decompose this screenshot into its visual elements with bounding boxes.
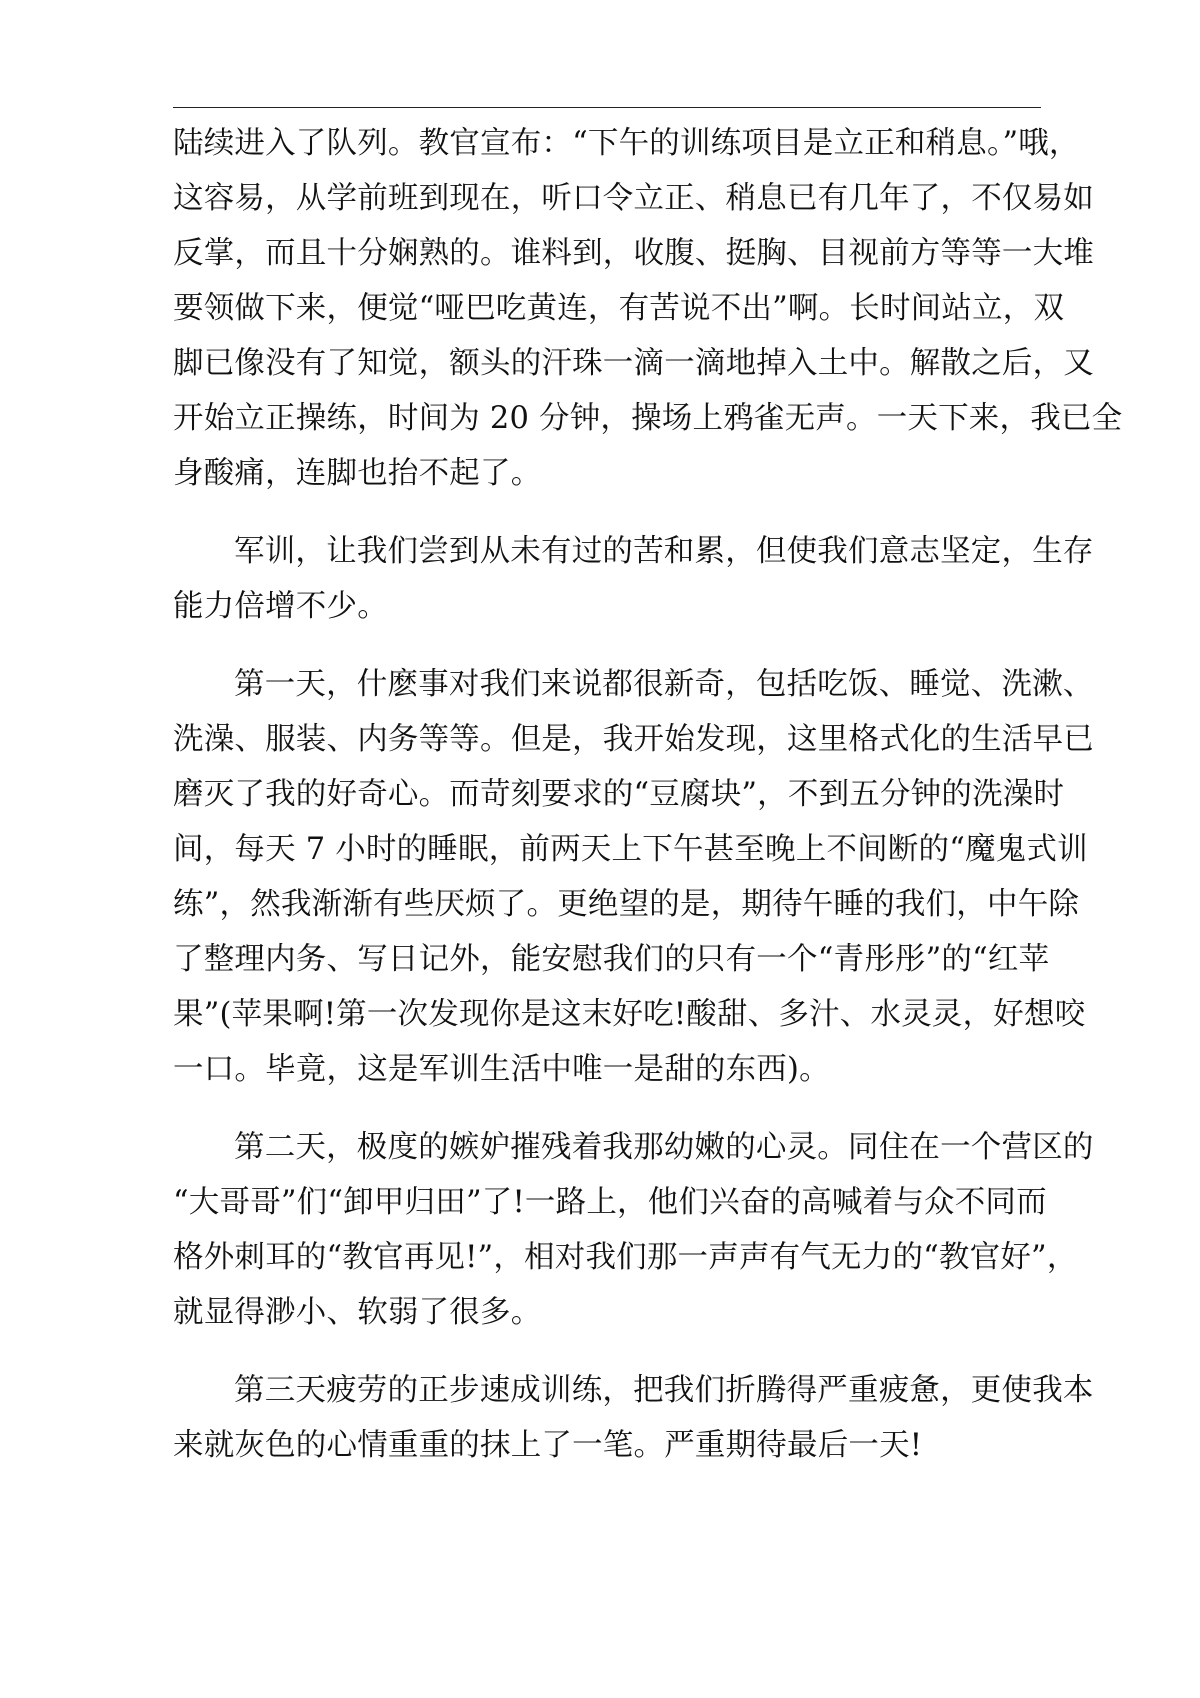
paragraph-5 (173, 1363, 1094, 1473)
paragraph-2 (173, 524, 1094, 634)
paragraph-3 (173, 657, 1094, 1097)
text-line: 练”，然我渐渐有些厌烦了。更绝望的是，期待午睡的我们，中午除 (173, 887, 1080, 922)
text-line: 能力倍增不少。 (173, 589, 388, 624)
document-body (173, 116, 1123, 1496)
text-line: 第三天疲劳的正步速成训练，把我们折腾得严重疲惫，更使我本 (234, 1373, 1094, 1408)
paragraph-4 (173, 1120, 1094, 1340)
text-line: 第二天，极度的嫉妒摧残着我那幼嫩的心灵。同住在一个营区的 (234, 1130, 1094, 1165)
text-line: 洗澡、服装、内务等等。但是，我开始发现，这里格式化的生活早已 (173, 722, 1094, 757)
text-line: 果”(苹果啊!第一次发现你是这末好吃!酸甜、多汁、水灵灵，好想咬 (173, 997, 1086, 1032)
text-line: 身酸痛，连脚也抬不起了。 (173, 456, 542, 491)
text-line: 来就灰色的心情重重的抹上了一笔。严重期待最后一天! (173, 1428, 923, 1463)
text-line: 陆续进入了队列。教官宣布：“下午的训练项目是立正和稍息。”哦， (173, 126, 1080, 161)
text-line: “大哥哥”们“卸甲归田”了!一路上，他们兴奋的高喊着与众不同而 (173, 1185, 1047, 1220)
text-line: 就显得渺小、软弱了很多。 (173, 1295, 542, 1330)
text-line: 第一天，什麽事对我们来说都很新奇，包括吃饭、睡觉、洗漱、 (234, 667, 1094, 702)
text-line: 一口。毕竟，这是军训生活中唯一是甜的东西)。 (173, 1052, 830, 1087)
text-line: 了整理内务、写日记外，能安慰我们的只有一个“青彤彤”的“红苹 (173, 942, 1050, 977)
paragraph-1 (173, 116, 1123, 501)
text-line: 这容易，从学前班到现在，听口令立正、稍息已有几年了，不仅易如 (173, 181, 1094, 216)
text-line: 要领做下来，便觉“哑巴吃黄连，有苦说不出”啊。长时间站立，双 (173, 291, 1065, 326)
text-line: 军训，让我们尝到从未有过的苦和累，但使我们意志坚定，生存 (234, 534, 1094, 569)
text-line: 开始立正操练，时间为 20 分钟，操场上鸦雀无声。一天下来，我已全 (173, 401, 1123, 436)
text-line: 反掌，而且十分娴熟的。谁料到，收腹、挺胸、目视前方等等一大堆 (173, 236, 1094, 271)
text-line: 格外刺耳的“教官再见!”，相对我们那一声声有气无力的“教官好”， (173, 1240, 1078, 1275)
text-line: 脚已像没有了知觉，额头的汗珠一滴一滴地掉入土中。解散之后，又 (173, 346, 1094, 381)
text-line: 间，每天 7 小时的睡眠，前两天上下午甚至晚上不间断的“魔鬼式训 (173, 832, 1088, 867)
header-rule (173, 107, 1041, 108)
text-line: 磨灭了我的好奇心。而苛刻要求的“豆腐块”，不到五分钟的洗澡时 (173, 777, 1065, 812)
